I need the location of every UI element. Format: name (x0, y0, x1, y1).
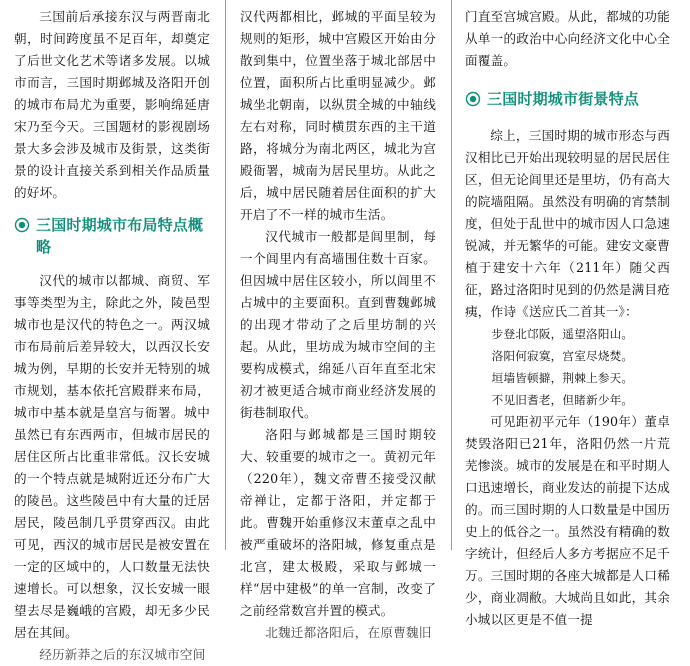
body-paragraph: 洛阳与邺城都是三国时期较大、较重要的城市之一。黄初元年（220年），魏文帝曹丕接受汉献帝禅让，定都于洛阳，并定都于此。曹魏开始重修汉末董卓之乱中被严重破坏的洛阳城，修复重点是北宫，建太极殿，采取与邺城一样“居中建极”的单一宫制，改变了之前经常数宫并置的模式。 (240, 427, 436, 618)
section-heading-text: 三国时期城市街景特点 (487, 90, 640, 108)
target-bullet-icon (465, 91, 483, 113)
body-paragraph: 门直至宫城宫殿。从此，都城的功能从单一的政治中心向经济文化中心全面覆盖。 (465, 9, 670, 68)
body-paragraph: 汉代两都相比，邺城的平面呈较为规则的矩形，城中宫殿区开始由分散到集中，位置坐落于城北部居中位置，面积所占比重明显减少。邺城坐北朝南，以纵贯全城的中轴线左右对称，同时横贯东西的主干道路，将城分为南北两区，城北为宫殿衙署，城南为居民里坊。从此之后，城中居民随着居住面积的扩大开启了不一样的城市生活。 (240, 9, 436, 222)
section-heading-layout (14, 214, 210, 258)
poem-line: 步登北邙阪，遥望洛阳山。 (491, 327, 634, 341)
column-left (14, 6, 210, 666)
poem-line: 洛阳何寂寞，宫室尽烧焚。 (491, 349, 634, 363)
column-divider (451, 0, 452, 550)
section-heading-text: 三国时期城市布局特点概略 (36, 216, 204, 256)
body-paragraph: 汉代城市一般都是闾里制，每一个闾里内有高墙围住数十百家。但因城中居住区较小，所以闾里不占城中的主要面积。直到曹魏邺城的出现才带动了之后里坊制的兴起。从此，里坊成为城市空间的主要构成模式，绵延八百年直至北宋初才被更适合城市商业经济发展的街巷制取代。 (240, 229, 436, 420)
section-heading-streets (465, 88, 670, 113)
intro-paragraph: 三国前后承接东汉与两晋南北朝，时间跨度虽不足百年，却奠定了后世文化艺术等诸多发展。以城市而言，三国时期邺城及洛阳开创的城市布局尤为重要，影响绵延唐宋乃至今天。三国题材的影视剧场景大多会涉及城市及街景，这类街景的设计直接关系到相关作品质量的好坏。 (14, 9, 210, 200)
target-bullet-icon (14, 217, 32, 239)
column-right (465, 6, 670, 631)
body-paragraph: 汉代的城市以都城、商贸、军事等类型为主，除此之外，陵邑型城市也是汉代的特色之一。两汉城市布局前后差异较大，以西汉长安城为例，早期的长安并无特别的城市规划，基本依托宫殿群来布局，城市中基本就是皇宫与衙署。城中虽然已有东西两市，但城市居民的居住区所占比重非常低。汉长安城的一个特点就是城附近还分布广大的陵邑。这些陵邑中有大量的迁居居民，陵邑制几乎贯穿西汉。由此可见，西汉的城市居民是被安置在一定的区域中的，人口数量无法快速增长。可以想象，汉长安城一眼望去尽是巍峨的宫殿，却无多少民居在其间。 (14, 273, 210, 640)
body-paragraph: 可见距初平元年（190年）董卓焚毁洛阳已21年，洛阳仍然一片荒芜惨淡。城市的发展是在和平时期人口迅速增长，商业发达的前提下达成的。而三国时期的人口数量是中国历史上的低谷之一。虽然没有精确的数字统计，但经后人多方考据应不足千万。三国时期的各座大城都是人口稀少，商业凋敝。大城尚且如此，其余小城以区更是不值一提 (465, 414, 670, 627)
column-divider (225, 0, 226, 550)
poem-block (465, 323, 670, 411)
body-paragraph-continued: 北魏迁都洛阳后，在原曹魏旧 (265, 625, 432, 640)
body-paragraph-continued: 经历新莽之后的东汉城市空间 (39, 647, 206, 662)
body-paragraph: 综上，三国时期的城市形态与西汉相比已开始出现较明显的居民居住区，但无论闾里还是里坊，仍有高大的院墙阻隔。虽然没有明确的宵禁制度，但处于乱世中的城市因人口急速锐减，并无繁华的可能。建安文豪曹植于建安十六年（211年）随父西征，路过洛阳时见到的仍然是满目疮痍，作诗《送应氏二首其一》： (465, 128, 670, 319)
poem-line: 垣墙皆顿擗，荆棘上参天。 (491, 371, 634, 385)
column-middle (240, 6, 436, 644)
poem-line: 不见旧耆老，但睹新少年。 (491, 393, 634, 407)
